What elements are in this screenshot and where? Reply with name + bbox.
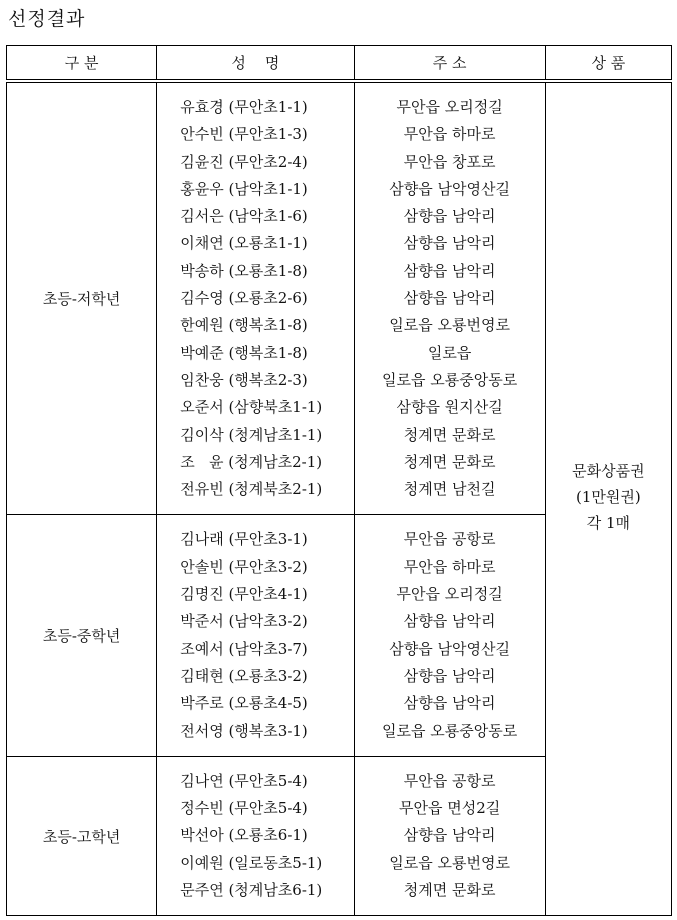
participant-address: 무안읍 공항로 [403,530,496,549]
participant-address: 삼향읍 남악영산길 [389,179,510,198]
participant-name: 정수빈 (무안초5-4) [180,799,308,818]
participant-name: 박준서 (남악초3-2) [180,612,308,631]
participant-name: 박선아 (오룡초6-1) [180,826,308,845]
participant-address: 일로읍 [427,343,472,362]
participant-name: 임찬웅 (행복초2-3) [180,370,308,389]
participant-name: 홍윤우 (남악초1-1) [180,179,308,198]
participant-name: 박주로 (오룡초4-5) [180,694,308,713]
participant-address: 삼향읍 원지산길 [396,398,503,417]
participant-name: 오준서 (삼향북초1-1) [180,398,323,417]
participant-name: 김윤진 (무안초2-4) [180,152,308,171]
participant-name: 한예원 (행복초1-8) [180,316,308,335]
participant-address: 청계면 문화로 [403,452,496,471]
participant-address: 청계면 남천길 [403,480,496,499]
participant-name: 김이삭 (청계남초1-1) [180,425,323,444]
participant-name: 김서은 (남악초1-6) [180,207,308,226]
participant-name: 이채연 (오룡초1-1) [180,234,308,253]
participant-address: 일로읍 오룡중앙동로 [382,370,518,389]
participant-address: 삼향읍 남악리 [403,289,496,308]
participant-name: 안솔빈 (무안초3-2) [180,557,308,576]
prize-line-2: (1만원권) [576,488,641,506]
prize-line-1: 문화상품권 [572,462,645,480]
names-cell [157,756,354,915]
participant-address: 삼향읍 남악리 [403,612,496,631]
addresses-cell [354,756,545,915]
participant-address: 청계면 문화로 [403,425,496,444]
header-address: 주 소 [354,46,545,82]
participant-address: 삼향읍 남악리 [403,666,496,685]
participant-name: 조 윤 (청계남초2-1) [180,452,323,471]
participant-name: 조예서 (남악초3-7) [180,639,308,658]
participant-address: 무안읍 오리정길 [396,98,503,116]
participant-address: 무안읍 하마로 [403,125,496,144]
addresses-cell [354,81,545,515]
participant-address: 삼향읍 남악리 [403,694,496,713]
participant-address: 일로읍 오룡번영로 [389,316,510,335]
header-name: 성 명 [157,46,354,82]
participant-address: 삼향읍 남악리 [403,234,496,253]
participant-name: 안수빈 (무안초1-3) [180,125,308,144]
addresses-cell [354,515,545,756]
group-row-lower [7,81,672,515]
participant-name: 문주연 (청계남초6-1) [180,881,323,900]
header-category: 구 분 [7,46,157,82]
participant-address: 일로읍 오룡중앙동로 [382,721,518,740]
participant-address: 삼향읍 남악영산길 [389,639,510,658]
participant-address: 무안읍 면성2길 [399,799,501,818]
header-prize: 상 품 [545,46,671,82]
participant-address: 일로읍 오룡번영로 [389,853,510,872]
participant-address: 무안읍 하마로 [403,557,496,576]
participant-name: 유효경 (무안초1-1) [180,98,308,116]
prize-cell [545,81,671,916]
participant-name: 전유빈 (청계북초2-1) [180,480,323,499]
participant-name: 김명진 (무안초4-1) [180,585,308,604]
participant-name: 김태현 (오룡초3-2) [180,666,308,685]
participant-address: 무안읍 창포로 [403,152,496,171]
category-cell: 초등-고학년 [7,756,157,915]
category-cell: 초등-중학년 [7,515,157,756]
participant-address: 삼향읍 남악리 [403,261,496,280]
names-cell [157,515,354,756]
names-cell [157,81,354,515]
participant-name: 이예원 (일로동초5-1) [180,853,323,872]
page-title: 선정결과 [8,8,86,30]
participant-address: 청계면 문화로 [403,881,496,900]
results-table [6,45,672,916]
participant-name: 김나래 (무안초3-1) [180,530,308,549]
participant-address: 삼향읍 남악리 [403,826,496,845]
participant-name: 김나연 (무안초5-4) [180,771,308,790]
participant-address: 무안읍 오리정길 [396,585,503,604]
participant-address: 삼향읍 남악리 [403,207,496,226]
prize-line-3: 각 1매 [586,514,631,532]
table-header-row [7,46,672,82]
participant-name: 박예준 (행복초1-8) [180,343,308,362]
category-cell: 초등-저학년 [7,81,157,515]
participant-name: 김수영 (오룡초2-6) [180,289,308,308]
participant-name: 전서영 (행복초3-1) [180,721,308,740]
participant-address: 무안읍 공항로 [403,771,496,790]
participant-name: 박송하 (오룡초1-8) [180,261,308,280]
